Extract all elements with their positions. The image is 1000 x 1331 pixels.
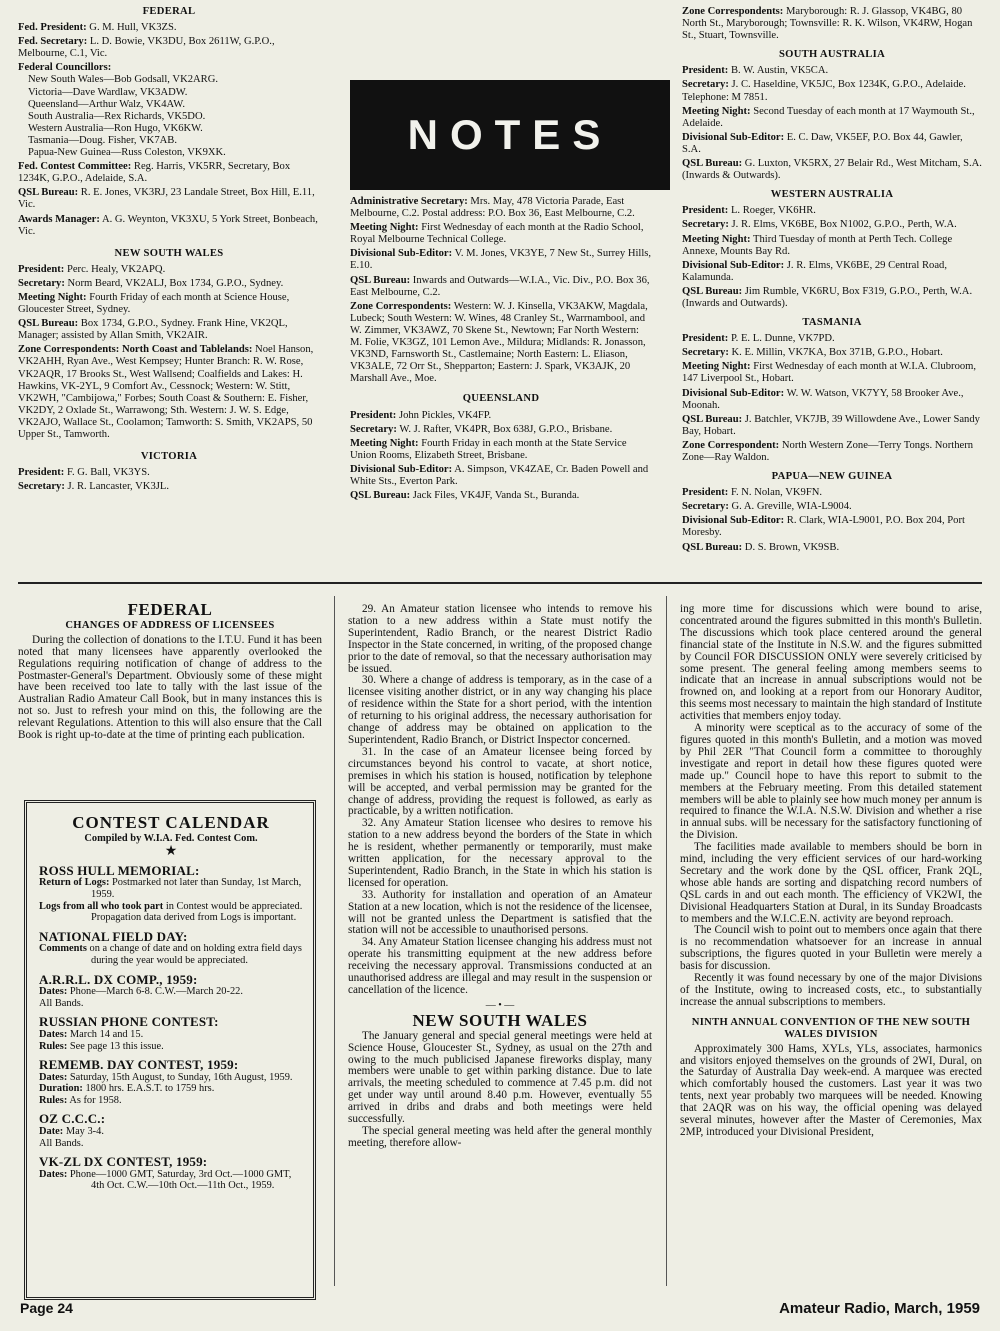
notes-entry: Divisional Sub-Editor: E. C. Daw, VK5EF, P.O. Box 44, Gawler, S.A. <box>682 131 963 155</box>
star-icon: ★ <box>164 844 178 860</box>
notes-entry: QSL Bureau: Box 1734, G.P.O., Sydney. Frank Hine, VK2QL, Manager; assisted by Allan Smith, VK2AIR. <box>18 318 288 342</box>
contest-line: Rules: See page 13 this issue. <box>39 1040 164 1052</box>
notes-entry: Fed. Secretary: L. D. Bowie, VK3DU, Box 2611W, G.P.O., Melbourne, C.1, Vic. <box>18 36 275 60</box>
article-heading: NEW SOUTH WALES <box>412 1010 588 1030</box>
notes-entry: Meeting Night: Second Tuesday of each month at 17 Waymouth St., Adelaide. <box>682 105 975 129</box>
notes-entry: Meeting Night: Fourth Friday in each month at the State Service Union Rooms, Elizabeth Street, Brisbane. <box>350 437 627 461</box>
notes-entry: QSL Bureau: Inwards and Outwards—W.I.A., Vic. Div., P.O. Box 36, East Melbourne, C.2. <box>350 274 650 298</box>
contest-calendar-title: CONTEST CALENDAR <box>72 813 270 832</box>
article-paragraph: The facilities made available to members should be born in mind, including the very efficient services of our hard-working Secretary and the work done by the QSL officer, Frank 2QL, whose able hands are sorting and dispatching record numbers of QSL cards in and out each month. The efficiency of VK2WI, the Divisional Headquarters Station at Dural, in its Sunday Broadcasts to members and the W.I.C.E.N. activity are beyond reproach. <box>680 841 982 925</box>
contest-heading: RUSSIAN PHONE CONTEST: <box>39 1014 219 1030</box>
list-item: Papua-New Guinea—Russ Coleston, VK9XK. <box>28 147 226 159</box>
list-item: Tasmania—Doug. Fisher, VK7AB. <box>28 134 177 146</box>
section-heading: SOUTH AUSTRALIA <box>778 49 886 61</box>
notes-entry: Secretary: K. E. Millin, VK7KA, Box 371B, G.P.O., Hobart. <box>682 347 943 359</box>
notes-entry: President: F. G. Ball, VK3YS. <box>18 467 150 479</box>
article-paragraph: The special general meeting was held after the general monthly meeting, therefore allow- <box>348 1124 652 1149</box>
column-divider <box>334 596 335 1286</box>
article-paragraph: The Council wish to point out to members once again that there is no recommendation whatsoever for an increase in annual subscriptions, the figures quoted in your Bulletin were merely a basis for discussion. <box>680 924 982 973</box>
article-paragraph: 33. Authority for installation and operation of an Amateur Station at a new location, which is not the residence of the licensee, will not be granted unless the Department is satisfied that the station will not be accessible to unauthorised persons. <box>348 888 652 937</box>
section-ornament: — • — <box>485 999 515 1011</box>
article-paragraph: ing more time for discussions which were bound to arise, concentrated around the figures submitted in this month's Bulletin. The discussions which took place centered around the general financial state of the Institute in N.S.W. and the figures submitted by Council FOR DISCUSSION ONLY were severely criticised by some present. The general feeling among members seems to indicate that an increase in annual subscriptions would not be frowned on, and looking at a report from our Honorary Auditor, this seems most necessary to maintain the high standard of Institute activities that members enjoy today. <box>680 603 983 723</box>
notes-entry: Secretary: J. C. Haseldine, VK5JC, Box 1234K, G.P.O., Adelaide. Telephone: M 7851. <box>682 79 966 103</box>
notes-entry: Administrative Secretary: Mrs. May, 478 Victoria Parade, East Melbourne, C.2. Postal address: P.O. Box 36, East Melbourne, C.2. <box>350 196 635 220</box>
contest-heading: ROSS HULL MEMORIAL: <box>39 862 200 878</box>
contest-line: Date: May 3-4. <box>39 1126 104 1138</box>
section-heading: PAPUA—NEW GUINEA <box>771 471 893 483</box>
notes-entry: Zone Correspondents: North Coast and Tablelands: Noel Hanson, VK2AHH, Ryan Ave., West Kempsey; Hunter Branch: R. W. Rose, VK2AQR, 17 Brooks St., West Wallsend; Coalfields and Lakes: H. Hawkins, VK-2YL, 9 Comfort Av., Cessnock; Western: W. Stitt, VK2WH, "Cambijowa," Forbes; South Coast & Southern: E. Fisher, VK2DY, 2 Oxlade St., Warrawong; Sth. Western: J. W. S. Edge, VK2AJO, Wallace St., Coolamon; Tamworth: S. Smith, VK2APS, 50 Upper St., Tamworth. <box>18 344 314 440</box>
notes-entry: Secretary: Norm Beard, VK2ALJ, Box 1734, G.P.O., Sydney. <box>18 277 284 289</box>
notes-title-banner: NOTES <box>350 80 670 190</box>
section-heading: WESTERN AUSTRALIA <box>770 189 894 201</box>
column-divider <box>666 596 667 1286</box>
article-paragraph: Approximately 300 Hams, XYLs, YLs, associates, harmonics and visitors enjoyed themselves on the grounds of 2WI, Dural, on the Saturday of Australia Day week-end. A marquee was erected which comfortably housed the customers. Last year it was two tents, next year probably two marquees will be needed. Knowing that 2AQR was on his way, the official opening was delayed several minutes, however after the Master of Ceremonies, Max 2MP, introduced your Divisional President, <box>680 1042 982 1138</box>
notes-entry: Zone Correspondents: Western: W. J. Kinsella, VK3AKW, Magdala, Lubeck; South Western: W. Wines, 48 Cranley St., Warrnambool, and W. Zimmer, VK3AWZ, 70 Skene St., Newtown; Far North Western: M. Folie, VK3GZ, 101 Lemon Ave., Mildura; Midlands: R. Jonasson, VK3ND, Farnsworth St., Castlemaine; North Eastern: L. Eliason, VK3ALE, 72 Orr St., Shepparton; Eastern: J. Spark, VK3AJK, 20 Marshall Ave., Moe. <box>350 300 648 385</box>
list-item: New South Wales—Bob Godsall, VK2ARG. <box>28 74 219 86</box>
notes-column-1 <box>18 2 320 495</box>
list-item: South Australia—Rex Richards, VK5DO. <box>28 110 206 122</box>
notes-entry: Meeting Night: Third Tuesday of month at Perth Tech. College Annexe, Mounts Bay Rd. <box>682 233 953 257</box>
notes-entry: Fed. President: G. M. Hull, VK3ZS. <box>18 22 177 34</box>
notes-entry: QSL Bureau: R. E. Jones, VK3RJ, 23 Landale Street, Box Hill, E.11, Vic. <box>18 187 315 211</box>
article-paragraph: 29. An Amateur station licensee who intends to remove his station to a new address within a State must notify the Superintendent, Radio Branch, or the nearest District Radio Inspector in the State concerned, in writing, of the proposed change prior to the date of removal, so that the necessary authorisation may be issued. <box>348 603 652 675</box>
federal-entries <box>18 22 320 238</box>
section-heading: QUEENSLAND <box>462 393 540 405</box>
article-heading: FEDERAL <box>127 600 213 619</box>
article-paragraph: 32. Any Amateur Station licensee who desires to remove his station to a new address beyond the borders of the State in which he is resident, whether permanently or temporarily, must make written application, for the necessary approval to the Superintendent, Radio Branch, in the State in which his station is licensed for operation. <box>348 817 652 889</box>
notes-entry: Meeting Night: Fourth Friday of each month at Science House, Gloucester Street, Sydney. <box>18 291 290 316</box>
article-paragraph: A minority were sceptical as to the accuracy of some of the figures quoted in this month's Bulletin, and a motion was moved by Phil 2ER "That Council form a committee to thoroughly investigate and report in detail how these figures quoted were made up." Council hope to have this report to submit to the members at the February meeting. From this detailed statement members will be able to plainly see how much money per annum is required to finance the W.I.A. N.S.W. Division and whether a rise in annual subs. will be necessary for the satisfactory functioning of the Division. <box>680 722 982 842</box>
notes-entry: QSL Bureau: J. Batchler, VK7JB, 39 Willowdene Ave., Lower Sandy Bay, Hobart. <box>682 413 980 437</box>
article-paragraph: 30. Where a change of address is temporary, as in the case of a licensee visiting another district, or in any way changing his place of residence within the State for a short period, with the intention of returning to his original address, the necessary authorisation for change of address may be obtained on application to the Superintendent, Radio Branch, or District Inspector concerned. <box>348 674 652 746</box>
article-paragraph: During the collection of donations to the I.T.U. Fund it has been noted that many licensees have apparently overlooked the Regulations requiring notification of change of address to the Postmaster-General's Department. Obviously some of these might have been received too late to tally with the last issue of the Australian Radio Amateur Call Book, but in many instances this is not so. Just to refresh your mind on this, the following are the relevant Regulations. Attention to this will also ensure that the Call Book is right up-to-date at the time of printing each publication. <box>18 633 322 742</box>
contest-calendar-compiled: Compiled by W.I.A. Fed. Contest Com. <box>84 832 258 844</box>
list-item: Western Australia—Ron Hugo, VK6KW. <box>28 122 203 134</box>
contest-heading: OZ C.C.C.: <box>39 1111 106 1127</box>
article-paragraph: 31. In the case of an Amateur licensee being forced by circumstances beyond his control to vacate, at short notice, premises in which his station is housed, notification by telephone will be accepted, and verbal permission may be granted for the change of address, providing the request is followed, as early as practicable, by a written notification. <box>348 745 652 818</box>
list-item: Queensland—Arthur Walz, VK4AW. <box>28 98 185 110</box>
contest-heading: A.R.R.L. DX COMP., 1959: <box>39 971 198 987</box>
contest-line: Dates: Phone—1000 GMT, Saturday, 3rd Oct.—1000 GMT, 4th Oct. C.W.—10th Oct.—11th Oct., 1959. <box>39 1168 292 1192</box>
article-paragraph: The January general and special general meetings were held at Science House, Gloucester St., Sydney, as usual on the 27th and owing to the much publicised Japanese fireworks display, many members were unable to get within parking distance. Due to late arrivals, the meeting scheduled to commence at 7.45 p.m. did not get under way until around 8.40 p.m. However, eventually 55 arrived in dribs and drabs and both meetings were held successfully. <box>348 1029 652 1126</box>
nsw-article-continued <box>680 604 982 1139</box>
article-paragraph: Recently it was found necessary by one of the major Divisions of the Institute, owing to increased costs, etc., to substantially increase the annual subscriptions to members. <box>680 972 982 1008</box>
contest-line: All Bands. <box>39 1137 84 1149</box>
contest-line: Logs from all who took part in Contest would be appreciated. Propagation data derived from Logs is important. <box>39 900 303 924</box>
article-paragraph: 34. Any Amateur Station licensee changing his address must not operate his transmitting equipment at the new address before receiving the necessary approval. Transmissions conducted at an unauthorised address are illegal and may result in the suspension or cancellation of the licence. <box>348 936 652 996</box>
list-item: Victoria—Dave Wardlaw, VK3ADW. <box>28 86 188 98</box>
notes-entry: Divisional Sub-Editor: J. R. Elms, VK6BE, 29 Central Road, Kalamunda. <box>682 259 947 283</box>
notes-entry: QSL Bureau: Jack Files, VK4JF, Vanda St., Buranda. <box>350 490 580 502</box>
section-heading: TASMANIA <box>802 317 862 329</box>
notes-entry: Divisional Sub-Editor: R. Clark, WIA-L9001, P.O. Box 204, Port Moresby. <box>682 515 965 539</box>
contest-heading: VK-ZL DX CONTEST, 1959: <box>39 1154 208 1170</box>
notes-entry: Secretary: J. R. Elms, VK6BE, Box N1002, G.P.O., Perth, W.A. <box>682 219 957 231</box>
notes-entry: QSL Bureau: G. Luxton, VK5RX, 27 Belair Rd., West Mitcham, S.A. (Inwards & Outwards). <box>682 158 982 182</box>
federal-article <box>18 602 322 742</box>
notes-entry: President: B. W. Austin, VK5CA. <box>682 65 829 77</box>
page-number: Page 24 <box>20 1300 73 1316</box>
notes-entry: Secretary: J. R. Lancaster, VK3JL. <box>18 481 169 493</box>
notes-entry: Zone Correspondent: North Western Zone—Terry Tongs. Northern Zone—Ray Waldon. <box>682 439 974 463</box>
notes-column-2 <box>350 196 652 504</box>
contest-line: Rules: As for 1958. <box>39 1094 122 1106</box>
notes-entry: QSL Bureau: D. S. Brown, VK9SB. <box>682 541 840 553</box>
regulations-column <box>348 604 652 1150</box>
contest-heading: REMEMB. DAY CONTEST, 1959: <box>39 1057 239 1073</box>
contest-line: Dates: Phone—March 6-8. C.W.—March 20-22. <box>39 986 243 998</box>
notes-entry: Zone Correspondents: Maryborough: R. J. Glassop, VK4BG, 80 North St., Maryborough; Townsville: R. K. Wilson, VK4RW, Hogan St., Stuart, Townsville. <box>682 6 973 42</box>
contest-line: Dates: March 14 and 15. <box>39 1028 144 1040</box>
section-heading: NEW SOUTH WALES <box>114 247 224 259</box>
notes-entry: Meeting Night: First Wednesday of each month at W.I.A. Clubroom, 147 Liverpool St., Hobart. <box>682 361 977 385</box>
notes-entry: Divisional Sub-Editor: A. Simpson, VK4ZAE, Cr. Baden Powell and White Sts., Everton Park. <box>350 463 649 487</box>
notes-entry: Federal Councillors: <box>18 62 112 74</box>
notes-entry: Fed. Contest Committee: Reg. Harris, VK5RR, Secretary, Box 1234K, G.P.O., Adelaide, S.A. <box>18 161 291 185</box>
section-divider <box>18 582 982 584</box>
notes-entry: Divisional Sub-Editor: V. M. Jones, VK3YE, 7 New St., Surrey Hills, E.10. <box>350 248 652 272</box>
contest-line: Duration: 1800 hrs. E.A.S.T. to 1759 hrs. <box>39 1083 215 1095</box>
notes-entry: Meeting Night: First Wednesday of each month at the Radio School, Royal Melbourne Technical College. <box>350 222 644 246</box>
notes-entry: Secretary: W. J. Rafter, VK4PR, Box 638J, G.P.O., Brisbane. <box>350 423 613 435</box>
contest-line: Return of Logs: Postmarked not later than Sunday, 1st March, 1959. <box>39 877 302 900</box>
notes-entry: Awards Manager: A. G. Weynton, VK3XU, 5 York Street, Bonbeach, Vic. <box>18 213 318 237</box>
notes-entry: QSL Bureau: Jim Rumble, VK6RU, Box F319, G.P.O., Perth, W.A. (Inwards and Outwards). <box>682 285 973 309</box>
notes-column-3 <box>682 2 982 556</box>
contest-heading: NATIONAL FIELD DAY: <box>39 928 188 944</box>
notes-entry: President: F. N. Nolan, VK9FN. <box>682 487 823 499</box>
contest-calendar-box <box>24 800 316 1300</box>
section-heading: VICTORIA <box>140 451 198 463</box>
notes-entry: President: Perc. Healy, VK2APQ. <box>18 263 166 275</box>
notes-entry: President: P. E. L. Dunne, VK7PD. <box>682 333 835 345</box>
contest-line: Dates: Saturday, 15th August, to Sunday, 16th August, 1959. <box>39 1071 293 1083</box>
contest-line: All Bands. <box>39 997 84 1009</box>
article-subheading: CHANGES OF ADDRESS OF LICENSEES <box>65 619 275 631</box>
publication-footer: Amateur Radio, March, 1959 <box>779 1300 980 1317</box>
notes-entry: Divisional Sub-Editor: W. W. Watson, VK7YY, 58 Brooker Ave., Moonah. <box>682 387 964 411</box>
notes-entry: President: John Pickles, VK4FP. <box>350 409 492 421</box>
contest-line: Comments on a change of date and on holding extra field days during the year would be appreciated. <box>39 943 302 966</box>
article-subheading: NINTH ANNUAL CONVENTION OF THE NEW SOUTH WALES DIVISION <box>691 1016 971 1040</box>
councillor-list <box>18 74 320 159</box>
notes-entry: President: L. Roeger, VK6HR. <box>682 205 816 217</box>
section-heading: FEDERAL <box>142 6 196 17</box>
notes-entry: Secretary: G. A. Greville, WIA-L9004. <box>682 501 852 513</box>
